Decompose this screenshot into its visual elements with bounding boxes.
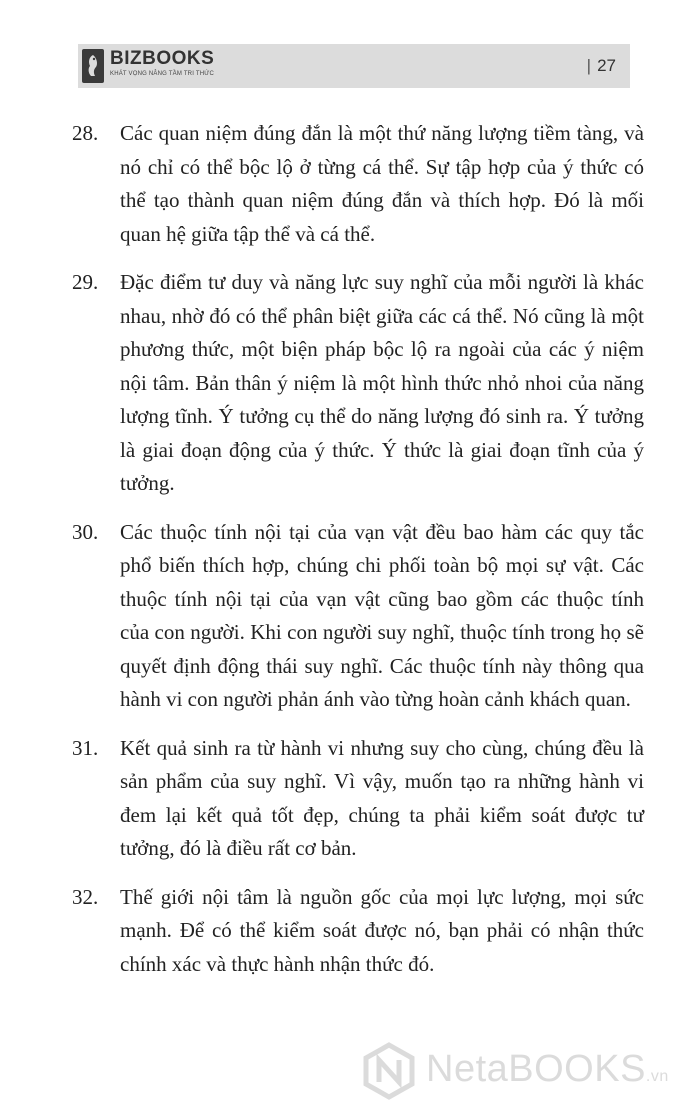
list-item — [72, 732, 644, 866]
list-item — [72, 881, 644, 982]
watermark-name: NetaBOOKS — [426, 1048, 646, 1090]
watermark-text — [426, 1048, 669, 1091]
list-item — [72, 516, 644, 717]
bizbooks-logo-icon — [82, 49, 104, 83]
page-number-area — [587, 56, 616, 76]
item-text: Kết quả sinh ra từ hành vi nhưng suy cho cùng, chúng đều là sản phẩm của suy nghĩ. Vì vậy, muốn tạo ra những hành vi đem lại kết quả tốt đẹp, chúng ta phải kiểm soát được tư tưởng, đó là điều rất cơ bản. — [120, 735, 644, 860]
item-text: Các quan niệm đúng đắn là một thứ năng lượng tiềm tàng, và nó chỉ có thể bộc lộ ở từng cá thể. Sự tập hợp của ý thức có thể tạo thành quan niệm đúng đắn và thích hợp. Đó là mối quan hệ giữa tập thể và cá thể. — [120, 121, 644, 246]
item-text: Các thuộc tính nội tại của vạn vật đều bao hàm các quy tắc phổ biến thích hợp, chúng chi phối toàn bộ mọi sự vật. Các thuộc tính nội tại của vạn vật cũng bao gồm các thuộc tính của con người. Khi con người suy nghĩ, thuộc tính trong họ sẽ quyết định động thái suy nghĩ. Các thuộc tính này thông qua hành vi con người phản ánh vào từng hoàn cảnh khách quan. — [120, 519, 644, 711]
list-item — [72, 117, 644, 251]
page-header — [78, 44, 630, 88]
watermark-suffix: .vn — [645, 1068, 669, 1085]
list-item — [72, 266, 644, 501]
header-separator: | — [586, 56, 592, 75]
netabooks-logo-icon — [360, 1042, 418, 1100]
item-number: 31. — [72, 735, 99, 760]
numbered-list — [72, 117, 644, 996]
item-text: Thế giới nội tâm là nguồn gốc của mọi lực lượng, mọi sức mạnh. Để có thể kiểm soát được nó, bạn phải có nhận thức chính xác và thực hành nhận thức đó. — [120, 884, 644, 976]
item-number: 29. — [72, 270, 99, 294]
brand-tagline: KHÁT VỌNG NÂNG TẦM TRI THỨC — [110, 71, 215, 77]
brand-name: BIZBOOKS — [110, 48, 215, 69]
item-number: 32. — [72, 884, 99, 909]
item-text: Đặc điểm tư duy và năng lực suy nghĩ của mỗi người là khác nhau, nhờ đó có thể phân biệt giữa các cá thể. Nó cũng là một phương thức, một biện pháp bộc lộ ra ngoài của các ý niệm nội tâm. Bản thân ý niệm là một hình thức nhỏ nhoi của năng lượng tĩnh. Ý tưởng cụ thể do năng lượng đó sinh ra. Ý tưởng là giai đoạn động của ý thức. Ý thức là giai đoạn tĩnh của ý tưởng. — [120, 270, 644, 495]
item-number: 28. — [72, 121, 99, 145]
watermark — [360, 1042, 690, 1098]
page-number: 27 — [597, 56, 616, 75]
item-number: 30. — [72, 519, 99, 544]
